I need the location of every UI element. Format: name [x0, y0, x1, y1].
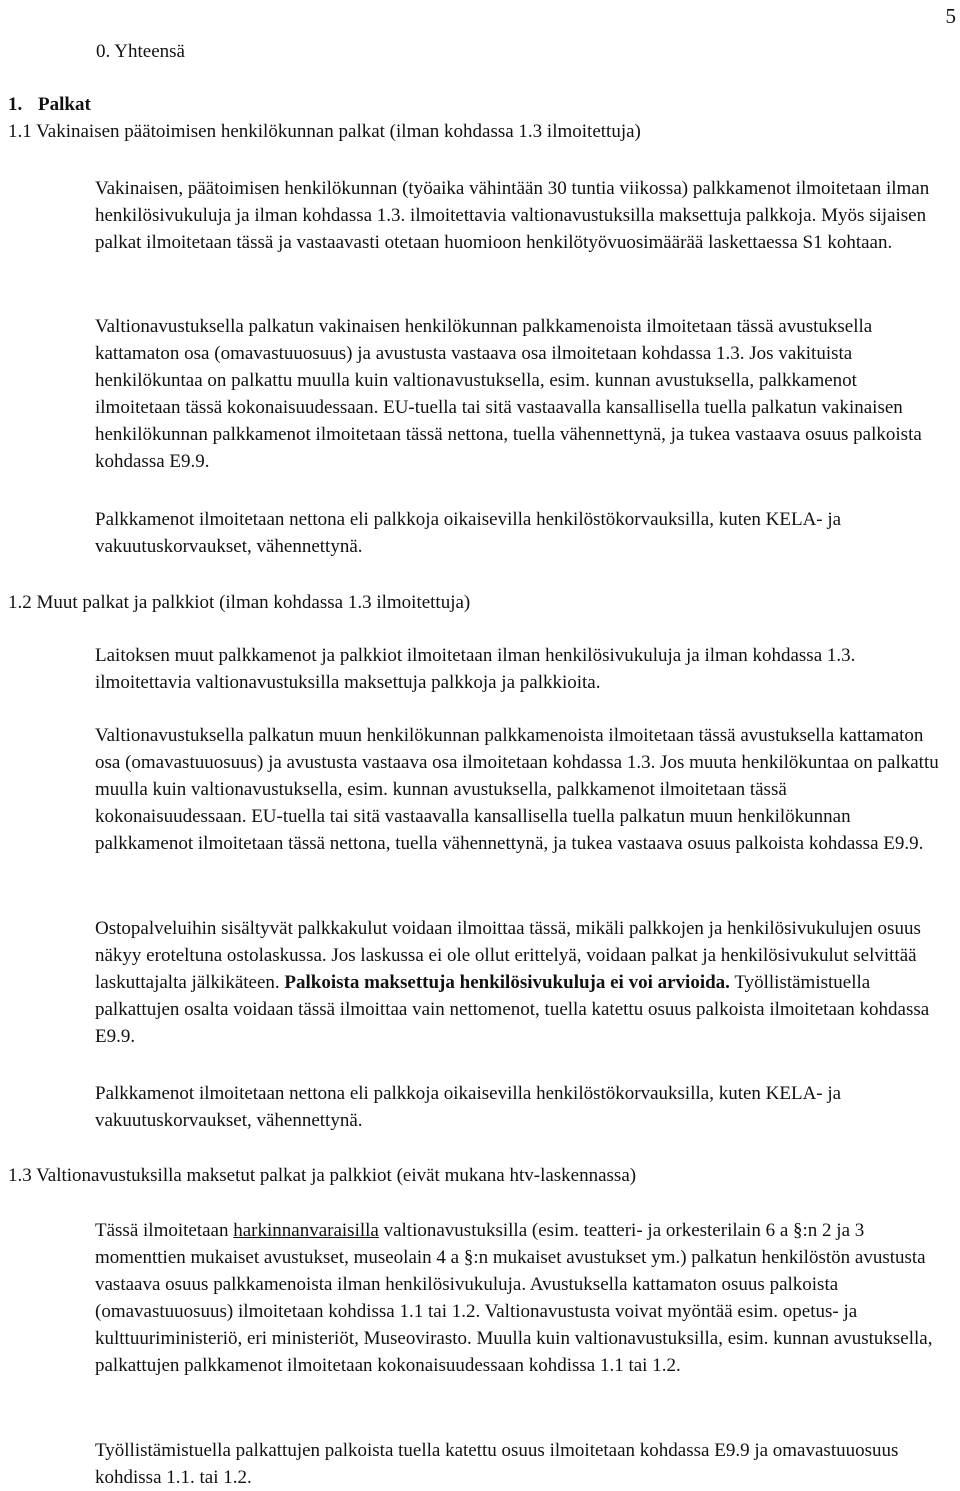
paragraph: Vakinaisen, päätoimisen henkilökunnan (työaika vähintään 30 tuntia viikossa) palkkamenot ilmoitetaan ilman henkilösivukuluja ja ilman kohdassa 1.3. ilmoitettavia valtionavustuksilla maksettuja palkkoja. Myös sijaisen palkat ilmoitetaan tässä ja vastaavasti otetaan huomioon henkilötyövuosimäärää laskettaessa S1 kohtaan. — [95, 178, 930, 253]
section-number: 1. — [8, 94, 23, 115]
section-title: Palkat — [38, 94, 91, 115]
bold-note: Palkoista maksettuja henkilösivukuluja ei voi arvioida. — [284, 972, 730, 993]
subsection-heading-1-3: 1.3 Valtionavustuksilla maksetut palkat ja palkkiot (eivät mukana htv-laskennassa) — [8, 1165, 637, 1186]
section-heading-palkat — [8, 91, 91, 118]
paragraph: Valtionavustuksella palkatun muun henkilökunnan palkkamenoista ilmoitetaan tässä avustuksella kattamaton osa (omavastuuosuus) ja avustusta vastaava osa ilmoitetaan kohdassa 1.3. Jos muuta henkilökuntaa on palkattu muulla kuin valtionavustuksella, esim. kunnan avustuksella, palkkamenot ilmoitetaan tässä kokonaisuudessaan. EU-tuella tai sitä vastaavalla kansallisella tuella palkatun muun henkilökunnan palkkamenot ilmoitetaan tässä nettona, tuella vähennettynä, ja tukea vastaava osuus palkoista kohdassa E9.9. — [95, 725, 939, 854]
text-run: Työllistämistuella palkattujen osalta voidaan tässä ilmoittaa vain nettomenot, tuella katettu osuus palkoista ilmoitetaan kohdassa E9.9. — [95, 972, 930, 1047]
paragraph — [95, 1217, 942, 1379]
paragraph: Palkkamenot ilmoitetaan nettona eli palkkoja oikaisevilla henkilöstökorvauksilla, kuten KELA- ja vakuutuskorvaukset, vähennettynä. — [95, 1083, 842, 1131]
paragraph: Palkkamenot ilmoitetaan nettona eli palkkoja oikaisevilla henkilöstökorvauksilla, kuten KELA- ja vakuutuskorvaukset, vähennettynä. — [95, 509, 842, 557]
text-run: Tässä ilmoitetaan — [95, 1220, 234, 1241]
subsection-heading-1-1: 1.1 Vakinaisen päätoimisen henkilökunnan palkat (ilman kohdassa 1.3 ilmoitettuja) — [8, 121, 641, 142]
page-number: 5 — [945, 4, 956, 28]
total-line: 0. Yhteensä — [96, 41, 185, 62]
text-run: valtionavustuksilla (esim. teatteri- ja orkesterilain 6 a §:n 2 ja 3 momenttien mukaiset avustukset, museolain 4 a §:n mukaiset avustukset ym.) palkatun henkilöstön avustusta vastaava osuus palkkamenoista ilman henkilösivukuluja. Avustuksella kattamaton osuus palkoista (omavastuuosuus) ilmoitetaan kohdissa 1.1 tai 1.2. Valtionavustusta voivat myöntää esim. opetus- ja kulttuuriministeriö, eri ministeriöt, Museovirasto. Muulla kuin valtionavustuksilla, esim. kunnan avustuksella, palkattujen palkkamenot ilmoitetaan kokonaisuudessaan kohdissa 1.1 tai 1.2. — [95, 1220, 933, 1376]
subsection-heading-1-2: 1.2 Muut palkat ja palkkiot (ilman kohdassa 1.3 ilmoitettuja) — [8, 592, 471, 613]
underlined-term: harkinnanvaraisilla — [233, 1220, 379, 1241]
paragraph: Laitoksen muut palkkamenot ja palkkiot ilmoitetaan ilman henkilösivukuluja ja ilman kohdassa 1.3. ilmoitettavia valtionavustuksilla maksettuja palkkoja ja palkkioita. — [95, 645, 856, 693]
text-run: Ostopalveluihin sisältyvät palkkakulut voidaan ilmoittaa tässä, mikäli palkkojen ja henkilösivukulujen osuus näkyy eroteltuna ostolaskussa. Jos laskussa ei ole ollut erittelyä, voidaan palkat ja henkilösivukulut selvittää laskuttajalta jälkikäteen. — [95, 918, 921, 993]
paragraph — [95, 915, 942, 1050]
paragraph: Valtionavustuksella palkatun vakinaisen henkilökunnan palkkamenoista ilmoitetaan tässä avustuksella kattamaton osa (omavastuuosuus) ja avustusta vastaava osa ilmoitetaan kohdassa 1.3. Jos vakituista henkilökuntaa on palkattu muulla kuin valtionavustuksella, esim. kunnan avustuksella, palkkamenot ilmoitetaan tässä kokonaisuudessaan. EU-tuella tai sitä vastaavalla kansallisella tuella palkatun vakinaisen henkilökunnan palkkamenot ilmoitetaan tässä nettona, tuella vähennettynä, ja tukea vastaava osuus palkoista kohdassa E9.9. — [95, 316, 922, 472]
paragraph: Työllistämistuella palkattujen palkoista tuella katettu osuus ilmoitetaan kohdassa E9.9 ja omavastuuosuus kohdissa 1.1. tai 1.2. — [95, 1440, 899, 1488]
